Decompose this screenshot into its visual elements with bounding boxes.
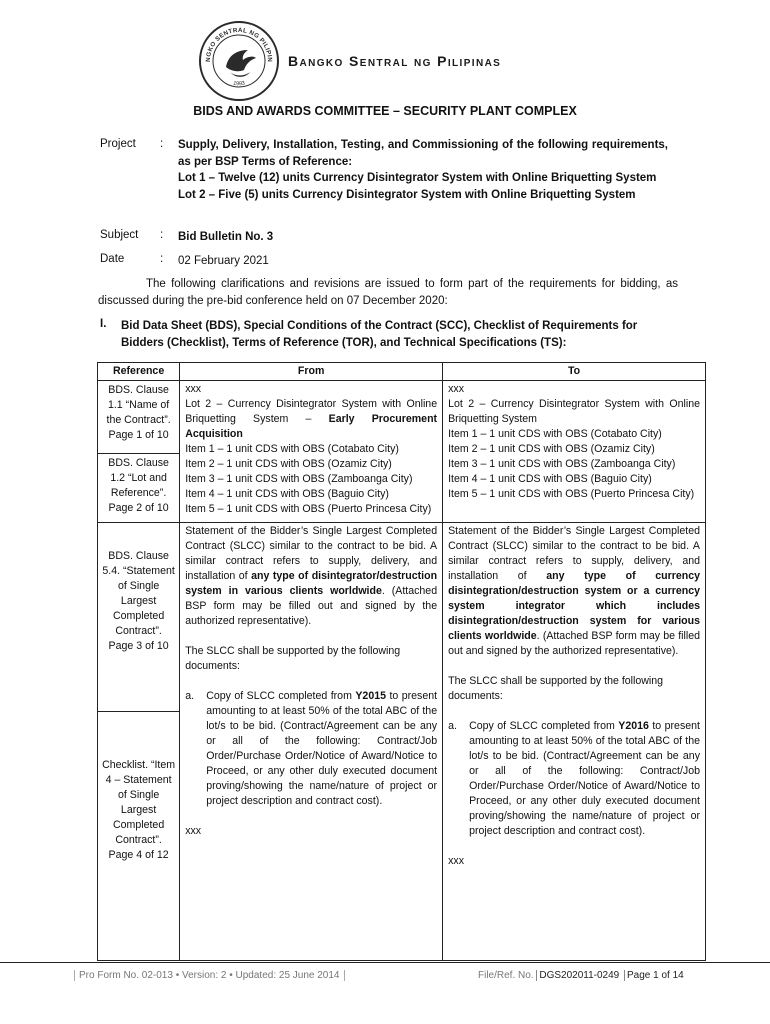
project-value xyxy=(178,137,668,203)
list-item: Item 2 – 1 unit CDS with OBS (Ozamiz City) xyxy=(448,443,655,455)
to-lot-text: Lot 2 – Currency Disintegrator System with Online Briquetting System xyxy=(448,398,700,425)
date-label: Date xyxy=(100,253,125,265)
subject-label: Subject xyxy=(100,229,139,241)
from-xxx-end: xxx xyxy=(185,825,202,837)
to-supported-by: The SLCC shall be supported by the following documents: xyxy=(448,675,664,702)
intro-text: The following clarifications and revisions are issued to form part of the requirements for bidding, as discussed during the pre-bid conference held on 07 December 2020: xyxy=(98,278,678,307)
from-lot-bold: Early Procurement Acquisition xyxy=(185,413,438,440)
list-item: Item 1 – 1 unit CDS with OBS (Cotabato City) xyxy=(448,428,662,440)
to-slcc-bold: any type of currency disintegration/destruction system or a currency system integrator which includes disintegration/destruction system for various clients worldwide xyxy=(448,570,700,642)
from-supported-by: The SLCC shall be supported by the following documents: xyxy=(185,645,401,672)
to-slcc-paragraph: Statement of the Bidder’s Single Largest Completed Contract (SLCC) similar to the contract to be bid. A similar contract refers to supply, delivery, and installation of any type of currency disintegration/destruction system or a currency system integrator which includes disintegration/destruction system for various clients worldwide. (Attached BSP form may be filled out and signed by the authorized representative). xyxy=(448,525,700,657)
file-ref-value: DGS202011-0249 xyxy=(536,970,619,981)
from-cell-slcc xyxy=(180,523,443,961)
header-from: From xyxy=(180,363,443,381)
project-line-lot1: Lot 1 – Twelve (12) units Currency Disintegrator System with Online Briquetting System xyxy=(178,172,657,184)
section-number: I. xyxy=(100,318,107,330)
table-row xyxy=(98,381,706,454)
ref-cell: Checklist. “Item 4 – Statement of Single Largest Completed Contract”. Page 4 of 12 xyxy=(98,712,180,961)
from-slcc-paragraph: Statement of the Bidder’s Single Largest Completed Contract (SLCC) similar to the contract to be bid. A similar contract refers to supply, delivery, and installation of any type of disintegrator/destruction system in various clients worldwide. (Attached BSP form may be filled out and signed by the authorized representative). xyxy=(185,525,438,627)
list-item: Item 3 – 1 unit CDS with OBS (Zamboanga City) xyxy=(185,473,413,485)
from-lot-text: Lot 2 – Currency Disintegrator System with Online Briquetting System – Early Procurement Acquisition xyxy=(185,398,438,440)
project-line-lot2: Lot 2 – Five (5) units Currency Disintegrator System with Online Briquetting System xyxy=(178,188,636,201)
to-xxx-end: xxx xyxy=(448,855,464,867)
list-item: Item 4 – 1 unit CDS with OBS (Baguio City) xyxy=(185,488,389,500)
from-year: Y2015 xyxy=(355,690,386,702)
table-row xyxy=(98,523,706,712)
table-header-row xyxy=(98,363,706,381)
page-number: Page 1 of 14 xyxy=(624,970,684,981)
from-xxx: xxx xyxy=(185,383,202,395)
footer-divider xyxy=(0,962,770,963)
footer-form-info: Pro Form No. 02-013 • Version: 2 • Updated: 25 June 2014 xyxy=(74,970,345,981)
section-title: Bid Data Sheet (BDS), Special Conditions of the Contract (SCC), Checklist of Requirements for Bidders (Checklist), Terms of Reference (TOR), and Technical Specifications (TS): xyxy=(121,320,638,349)
list-item: Item 2 – 1 unit CDS with OBS (Ozamiz City) xyxy=(185,458,392,470)
list-item: Item 1 – 1 unit CDS with OBS (Cotabato City) xyxy=(185,443,399,455)
from-list-item-a: a. Copy of SLCC completed from Y2015 to present amounting to at least 50% of the total ABC of the lot/s to be bid. (Contract/Agreement can be any or all of the following: Contract/Job Order/Purchase Order/Notice of Award/Notice to Proceed, or any other duly executed document proving/showing the name/nature of project or project description and contract cost). xyxy=(185,690,438,807)
from-cell-lot xyxy=(180,381,443,523)
to-cell-slcc xyxy=(443,523,706,961)
header-reference: Reference xyxy=(98,363,180,381)
header-to: To xyxy=(443,363,706,381)
date-colon: : xyxy=(160,253,164,265)
org-name: Bangko Sentral ng Pilipinas xyxy=(288,53,502,69)
list-item: Item 4 – 1 unit CDS with OBS (Baguio City) xyxy=(448,473,652,485)
project-colon: : xyxy=(160,138,164,150)
bsp-seal-logo xyxy=(198,20,280,102)
subject-colon: : xyxy=(160,229,164,241)
seal-text-top: NGKO SENTRAL NG PILIPIN xyxy=(204,26,274,63)
from-slcc-bold: any type of disintegrator/destruction system in various clients worldwide xyxy=(185,570,438,597)
project-line-1: Supply, Delivery, Installation, Testing, and Commissioning of the following requirements, as per BSP Terms of Reference: xyxy=(178,139,668,168)
to-cell-lot xyxy=(443,381,706,523)
list-item: Item 5 – 1 unit CDS with OBS (Puerto Princesa City) xyxy=(185,503,432,515)
ref-cell: BDS. Clause 1.1 “Name of the Contract”. Page 1 of 10 xyxy=(98,381,180,454)
list-item: Item 3 – 1 unit CDS with OBS (Zamboanga City) xyxy=(448,458,676,470)
list-item: Item 5 – 1 unit CDS with OBS (Puerto Princesa City) xyxy=(448,488,695,500)
revisions-table xyxy=(97,362,706,961)
seal-text-bottom: 1993 xyxy=(232,80,246,88)
ref-cell: BDS. Clause 5.4. “Statement of Single Largest Completed Contract”. Page 3 of 10 xyxy=(98,523,180,712)
to-list-item-a: a. Copy of SLCC completed from Y2016 to present amounting to at least 50% of the total ABC of the lot/s to be bid. (Contract/Agreement can be any or all of the following: Contract/Job Order/Purchase Order/Notice of Award/Notice to Proceed, or any other duly executed document proving/showing the name/nature of project or project description and contract cost). xyxy=(448,720,700,837)
date-value: 02 February 2021 xyxy=(178,255,269,267)
ref-cell: BDS. Clause 1.2 “Lot and Reference”. Page 2 of 10 xyxy=(98,454,180,523)
to-xxx: xxx xyxy=(448,383,464,395)
file-ref-label: File/Ref. No. xyxy=(478,970,534,981)
project-label: Project xyxy=(100,138,136,150)
committee-title: BIDS AND AWARDS COMMITTEE – SECURITY PLANT COMPLEX xyxy=(193,104,577,118)
intro-paragraph xyxy=(98,276,678,310)
footer-file-ref xyxy=(478,970,684,981)
svg-text:1993 xyxy=(233,81,246,88)
to-year: Y2016 xyxy=(618,720,649,732)
subject-value: Bid Bulletin No. 3 xyxy=(178,231,274,243)
